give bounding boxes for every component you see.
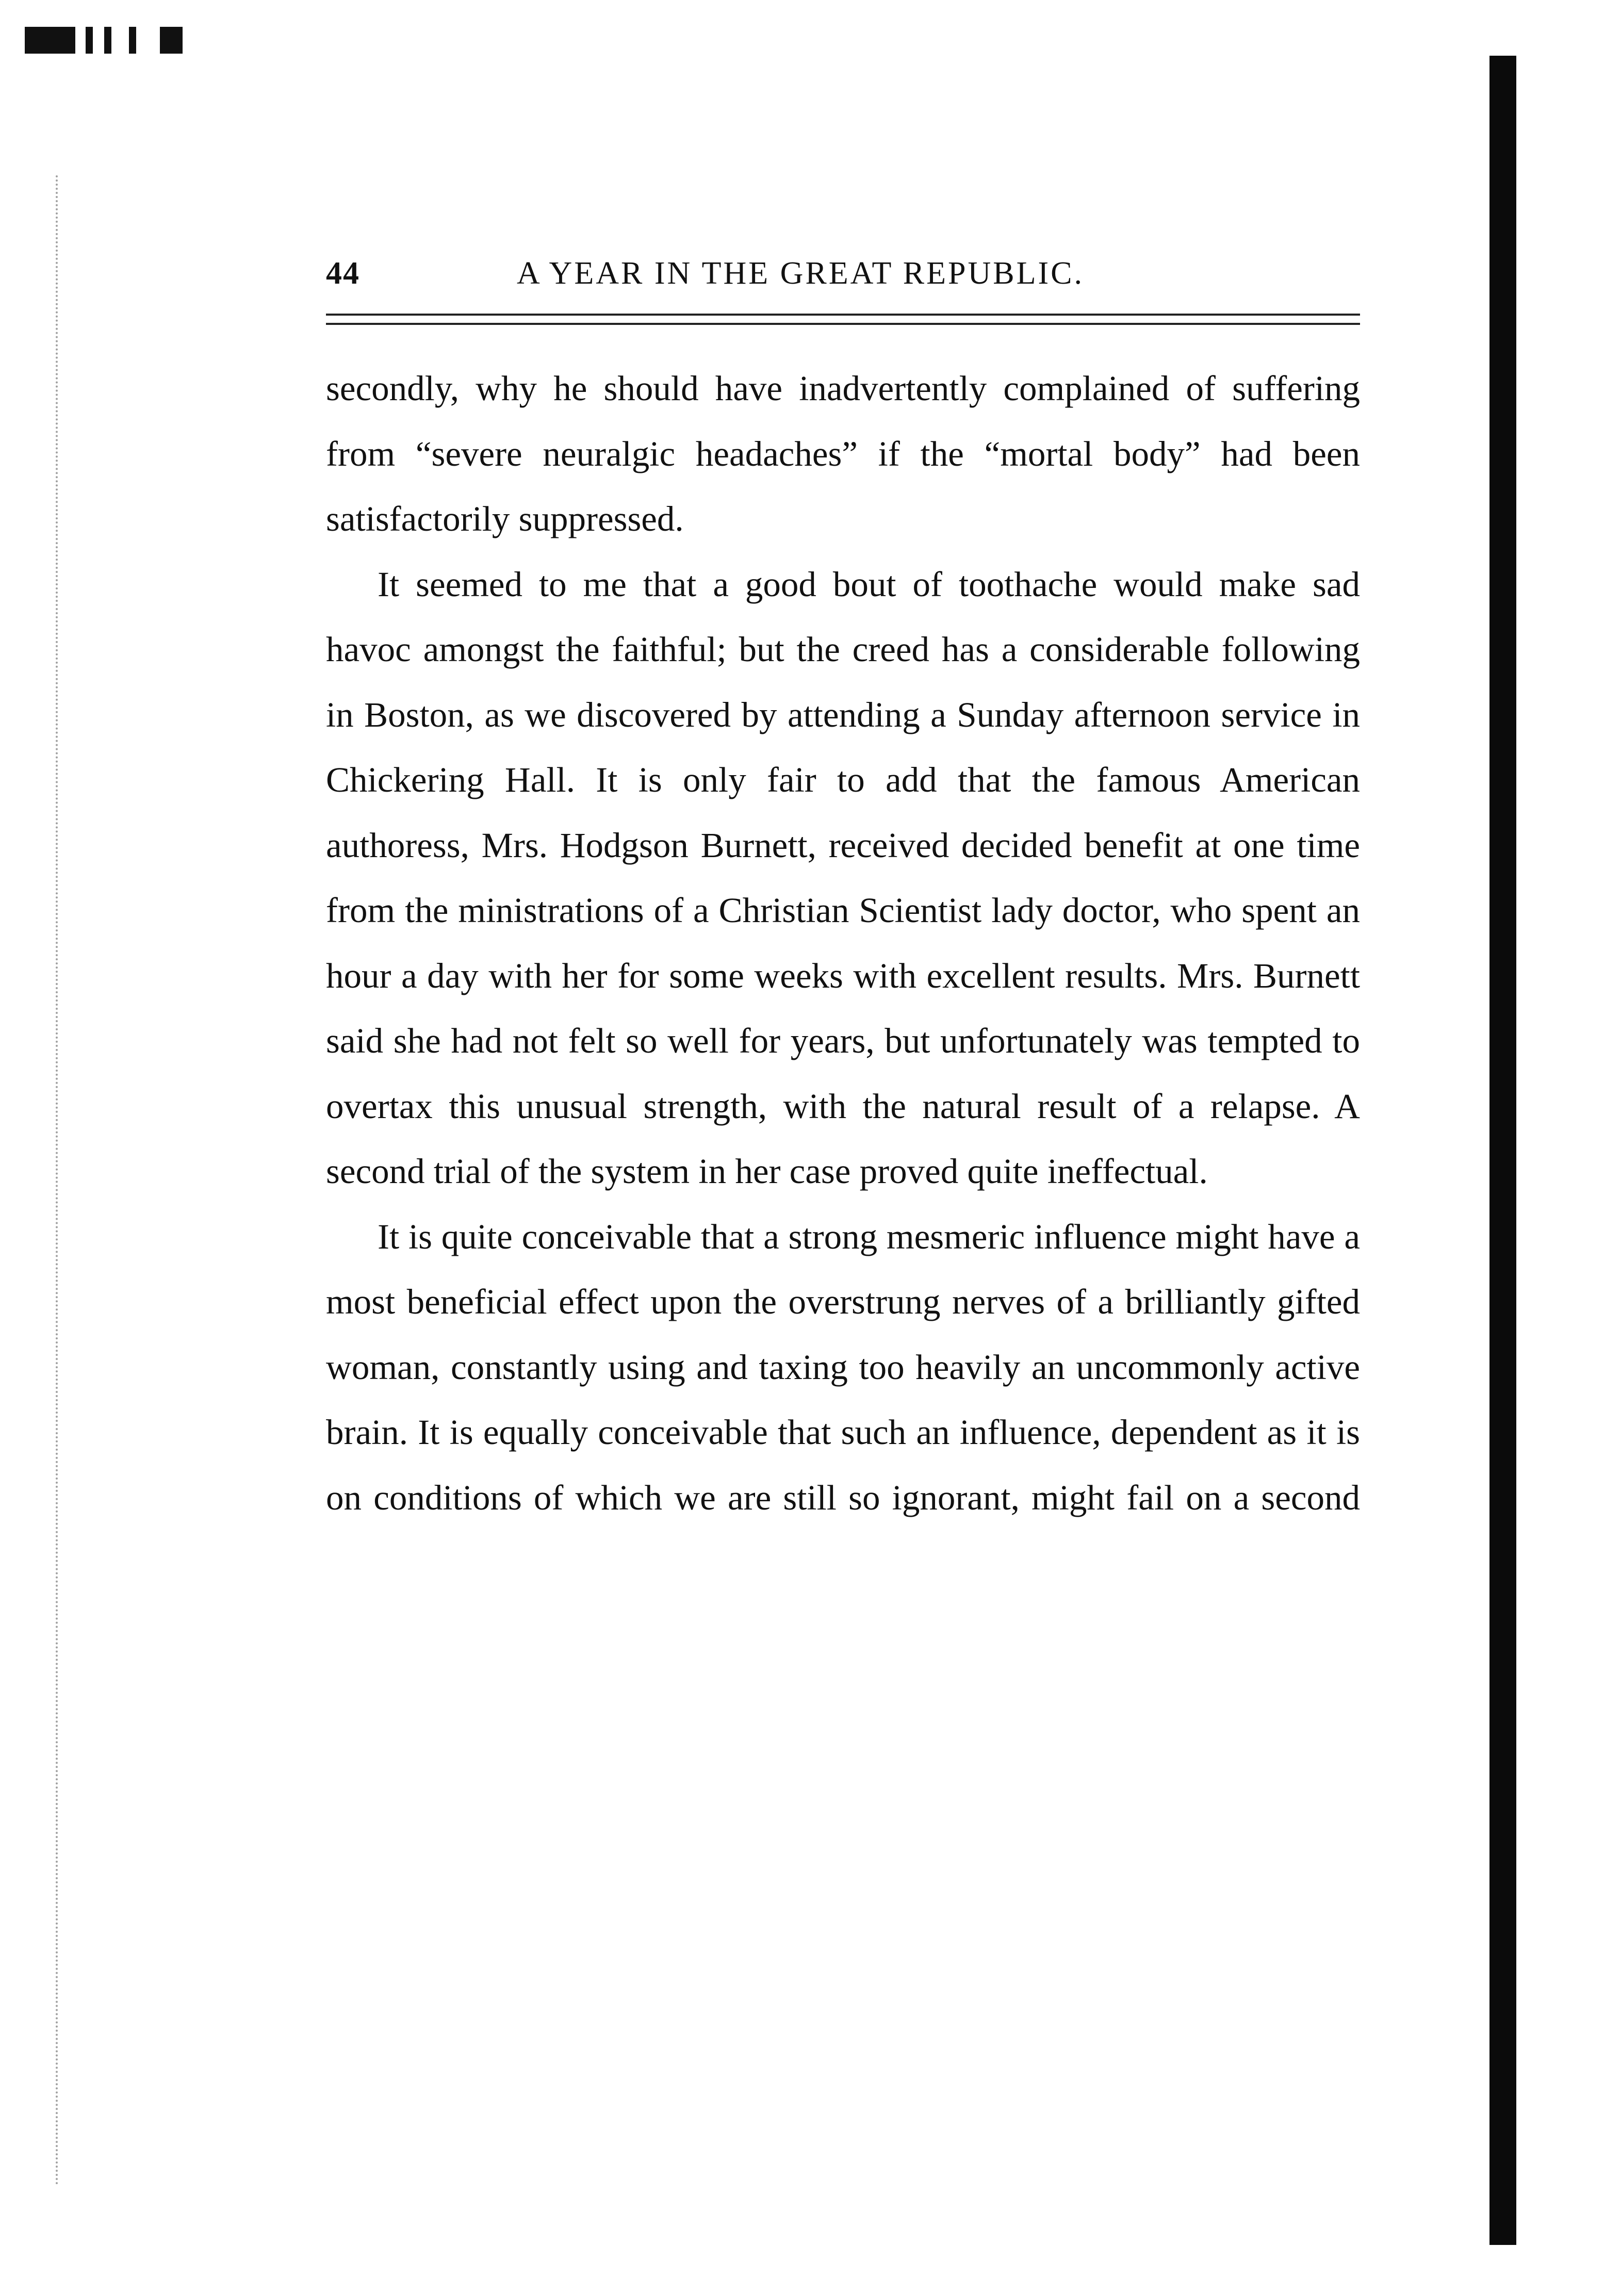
header-rule-top bbox=[326, 314, 1360, 316]
paragraph-mesmeric-influence: It is quite conceivable that a strong mesmeric influence might have a most beneficial effect upon the overstrung nerves of a brilliantly gifted woman, constantly using and taxing too heavily an uncommonly active brain. It is equally conceivable that such an influence, dependent as it is on conditions of which we are still so ignorant, might fail on a second bbox=[326, 1217, 1360, 1517]
scan-edge-noise bbox=[56, 175, 73, 2187]
page-text bbox=[326, 356, 1360, 1530]
paragraph-christian-science: It seemed to me that a good bout of toothache would make sad havoc amongst the faithful; but the creed has a considerable following in Boston, as we discovered by attending a Sunday afternoon service in Chickering Hall. It is only fair to add that the famous American authoress, Mrs. Hodgson Burnett, received decided benefit at one time from the ministrations of a Christian Scientist lady doctor, who spent an hour a day with her for some weeks with excellent results. Mrs. Burnett said she had not felt so well for years, but unfortunately was tempted to overtax this unusual strength, with the natural result of a relapse. A second trial of the system in her case proved quite ineffectual. bbox=[326, 564, 1360, 1191]
paragraph-continuation: secondly, why he should have inadvertently complained of suffering from “severe neuralgic headaches” if the “mortal body” had been satisfactorily suppressed. bbox=[326, 369, 1360, 538]
page-number: 44 bbox=[326, 256, 360, 291]
running-title: A YEAR IN THE GREAT REPUBLIC. bbox=[517, 256, 1085, 291]
header-rule-bottom bbox=[326, 323, 1360, 325]
page-header bbox=[326, 255, 1360, 297]
book-gutter-shadow bbox=[1489, 56, 1516, 2245]
